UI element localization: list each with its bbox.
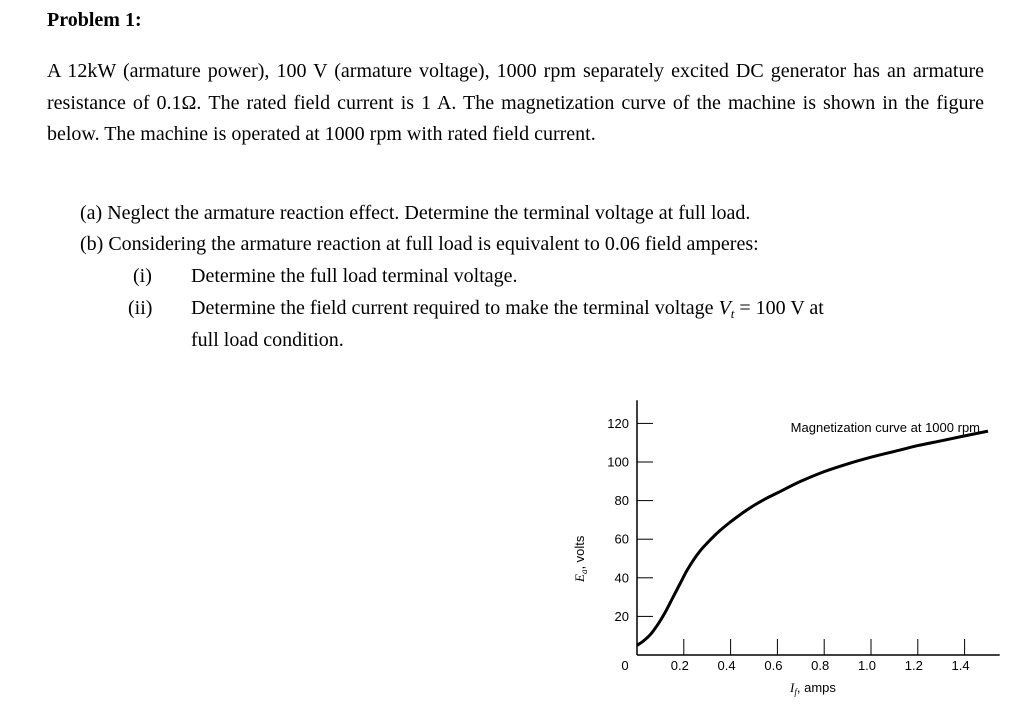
x-axis-label-unit: , amps bbox=[796, 680, 836, 695]
sub-question-ii-text-before: Determine the field current required to make the terminal voltage bbox=[191, 297, 719, 319]
x-tick-label: 0.8 bbox=[811, 658, 830, 673]
y-tick-label: 60 bbox=[614, 531, 629, 547]
origin-label: 0 bbox=[621, 658, 629, 673]
x-tick-label: 0.6 bbox=[764, 658, 783, 673]
y-axis-label bbox=[572, 535, 589, 583]
problem-title: Problem 1: bbox=[47, 9, 142, 31]
x-tick-label: 1.4 bbox=[951, 658, 970, 673]
sub-question-ii-text-line2: full load condition. bbox=[191, 329, 344, 351]
x-axis-label-sub: f bbox=[794, 687, 797, 697]
magnetization-curve-line bbox=[637, 431, 988, 645]
y-tick-label: 40 bbox=[614, 570, 629, 586]
y-tick-label: 20 bbox=[614, 608, 629, 624]
x-tick-label: 0.4 bbox=[717, 658, 736, 673]
terminal-voltage-subscript: t bbox=[730, 306, 735, 321]
y-axis bbox=[607, 400, 653, 655]
sub-question-ii-text-after: = 100 V at bbox=[734, 297, 824, 319]
y-axis-label-var: E bbox=[572, 574, 587, 582]
x-axis-label bbox=[789, 680, 836, 697]
x-tick-label: 1.2 bbox=[904, 658, 923, 673]
x-tick-label: 1.0 bbox=[857, 658, 877, 673]
terminal-voltage-symbol: V bbox=[718, 297, 731, 319]
x-axis bbox=[637, 639, 1000, 673]
question-part-a: (a) Neglect the armature reaction effect. Determine the terminal voltage at full load. bbox=[80, 202, 751, 224]
question-part-b: (b) Considering the armature reaction at full load is equivalent to 0.06 field amperes: bbox=[80, 233, 759, 255]
y-tick-label: 100 bbox=[607, 454, 629, 470]
sub-question-ii-label: (ii) bbox=[128, 297, 153, 319]
y-axis-label-sub: a bbox=[579, 569, 589, 575]
sub-question-i-label: (i) bbox=[133, 265, 152, 287]
sub-question-i-text: Determine the full load terminal voltage. bbox=[191, 265, 518, 287]
x-axis-label-var: I bbox=[790, 680, 795, 695]
chart-title: Magnetization curve at 1000 rpm bbox=[790, 420, 980, 435]
y-tick-label: 120 bbox=[607, 415, 629, 431]
y-axis-label-unit: , volts bbox=[572, 535, 587, 570]
y-tick-label: 80 bbox=[614, 493, 629, 509]
problem-statement: A 12kW (armature power), 100 V (armature voltage), 1000 rpm separately excited DC generator has an armature resistance of 0.1Ω. The rated field current is 1 A. The magnetization curve of the machine is shown in the figure below. The machine is operated at 1000 rpm with rated field current. bbox=[47, 60, 984, 145]
x-tick-label: 0.2 bbox=[670, 658, 689, 673]
